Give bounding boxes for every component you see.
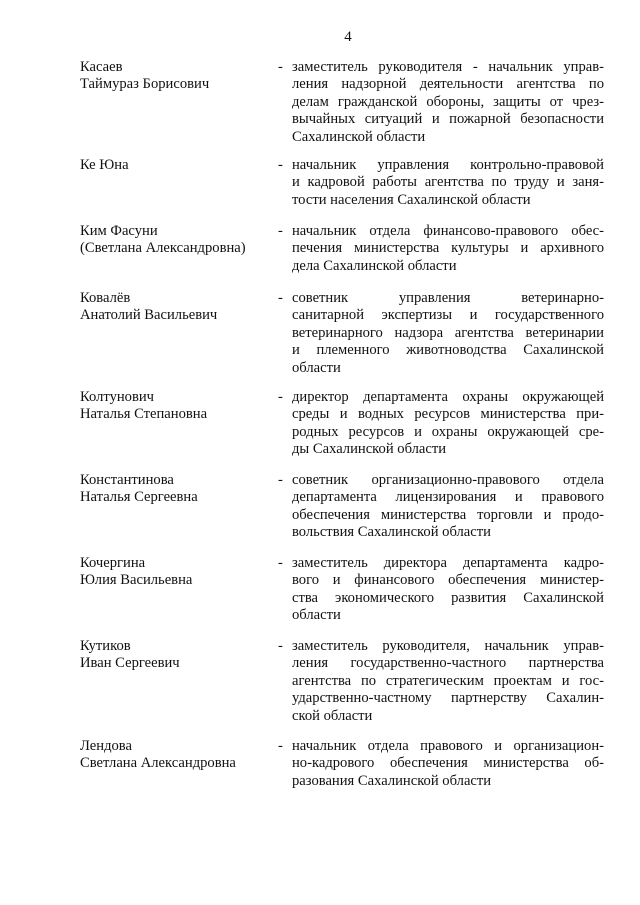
- description-line: и кадровой работы агентства по труду и заня-: [292, 174, 604, 191]
- position-description: [292, 472, 604, 542]
- given-names: Наталья Степановна: [80, 406, 208, 423]
- description-line: и племенного животноводства Сахалинской: [292, 342, 604, 359]
- description-line: начальник отдела финансово-правового обес-: [292, 223, 604, 239]
- description-line: области: [292, 359, 341, 376]
- surname: Кутиков: [80, 638, 131, 654]
- person-name: [80, 157, 270, 174]
- description-line: родных ресурсов и охраны окружающей сре-: [292, 423, 604, 440]
- description-line: ударственно-частному партнерству Сахалин-: [292, 690, 604, 707]
- person-name: [80, 472, 270, 507]
- surname: Лендова: [80, 738, 132, 754]
- description-line: обеспечения министерства торговли и продо-: [292, 506, 604, 523]
- page-number: 4: [344, 29, 352, 45]
- description-line: печения министерства культуры и архивного: [292, 240, 604, 257]
- person-name: [80, 59, 270, 94]
- description-line: директор департамента охраны окружающей: [292, 389, 604, 405]
- description-line: ской области: [292, 707, 373, 724]
- person-name: [80, 738, 270, 773]
- description-line: санитарной экспертизы и государственного: [292, 307, 604, 324]
- description-line: советник управления ветеринарно-: [292, 290, 604, 306]
- description-line: начальник отдела правового и организацион-: [292, 738, 604, 754]
- separator-dash: -: [278, 223, 283, 239]
- description-line: агентства по стратегическим проектам и гос-: [292, 672, 604, 689]
- position-description: [292, 389, 604, 459]
- separator-dash: -: [278, 738, 283, 754]
- separator-dash: -: [278, 472, 283, 488]
- given-names: Светлана Александровна: [80, 755, 236, 772]
- given-names: Наталья Сергеевна: [80, 489, 198, 506]
- given-names: Таймураз Борисович: [80, 76, 210, 93]
- separator-dash: -: [278, 389, 283, 405]
- position-description: [292, 738, 604, 790]
- description-line: ветеринарного надзора агентства ветеринарии: [292, 324, 604, 341]
- description-line: заместитель руководителя - начальник управ-: [292, 59, 604, 75]
- description-line: тости населения Сахалинской области: [292, 191, 531, 208]
- separator-dash: -: [278, 290, 283, 306]
- surname: Константинова: [80, 472, 174, 488]
- description-line: ления надзорной деятельности агентства по: [292, 76, 604, 93]
- surname: Ким Фасуни: [80, 223, 158, 239]
- surname: Колтунович: [80, 389, 155, 405]
- description-line: вого и финансового обеспечения министер-: [292, 572, 604, 589]
- description-line: департамента лицензирования и правового: [292, 489, 604, 506]
- description-line: делам гражданской обороны, защиты от чрез-: [292, 93, 604, 110]
- separator-dash: -: [278, 555, 283, 571]
- position-description: [292, 290, 604, 377]
- person-name: [80, 638, 270, 673]
- description-line: заместитель директора департамента кадро-: [292, 555, 604, 571]
- description-line: вольствия Сахалинской области: [292, 524, 491, 541]
- position-description: [292, 555, 604, 625]
- description-line: ды Сахалинской области: [292, 441, 447, 458]
- description-line: ления государственно-частного партнерства: [292, 655, 604, 672]
- description-line: Сахалинской области: [292, 128, 426, 145]
- person-name: [80, 223, 270, 258]
- surname: Ковалёв: [80, 290, 131, 306]
- surname: Касаев: [80, 59, 123, 75]
- surname: Ке Юна: [80, 157, 129, 173]
- description-line: дела Сахалинской области: [292, 257, 457, 274]
- given-names: Иван Сергеевич: [80, 655, 180, 672]
- description-line: ства экономического развития Сахалинской: [292, 589, 604, 606]
- position-description: [292, 157, 604, 209]
- position-description: [292, 223, 604, 275]
- description-line: среды и водных ресурсов министерства при-: [292, 406, 604, 423]
- surname: Кочергина: [80, 555, 146, 571]
- given-names: (Светлана Александровна): [80, 240, 246, 257]
- description-line: заместитель руководителя, начальник управ-: [292, 638, 604, 654]
- person-name: [80, 389, 270, 424]
- description-line: советник организационно-правового отдела: [292, 472, 604, 488]
- position-description: [292, 59, 604, 146]
- given-names: Юлия Васильевна: [80, 572, 193, 589]
- given-names: Анатолий Васильевич: [80, 307, 218, 324]
- description-line: области: [292, 607, 341, 624]
- person-name: [80, 555, 270, 590]
- position-description: [292, 638, 604, 725]
- description-line: вычайных ситуаций и пожарной безопасности: [292, 111, 604, 128]
- separator-dash: -: [278, 59, 283, 75]
- separator-dash: -: [278, 157, 283, 173]
- person-name: [80, 290, 270, 325]
- separator-dash: -: [278, 638, 283, 654]
- description-line: разования Сахалинской области: [292, 772, 492, 789]
- description-line: но-кадрового обеспечения министерства об-: [292, 755, 604, 772]
- description-line: начальник управления контрольно-правовой: [292, 157, 604, 173]
